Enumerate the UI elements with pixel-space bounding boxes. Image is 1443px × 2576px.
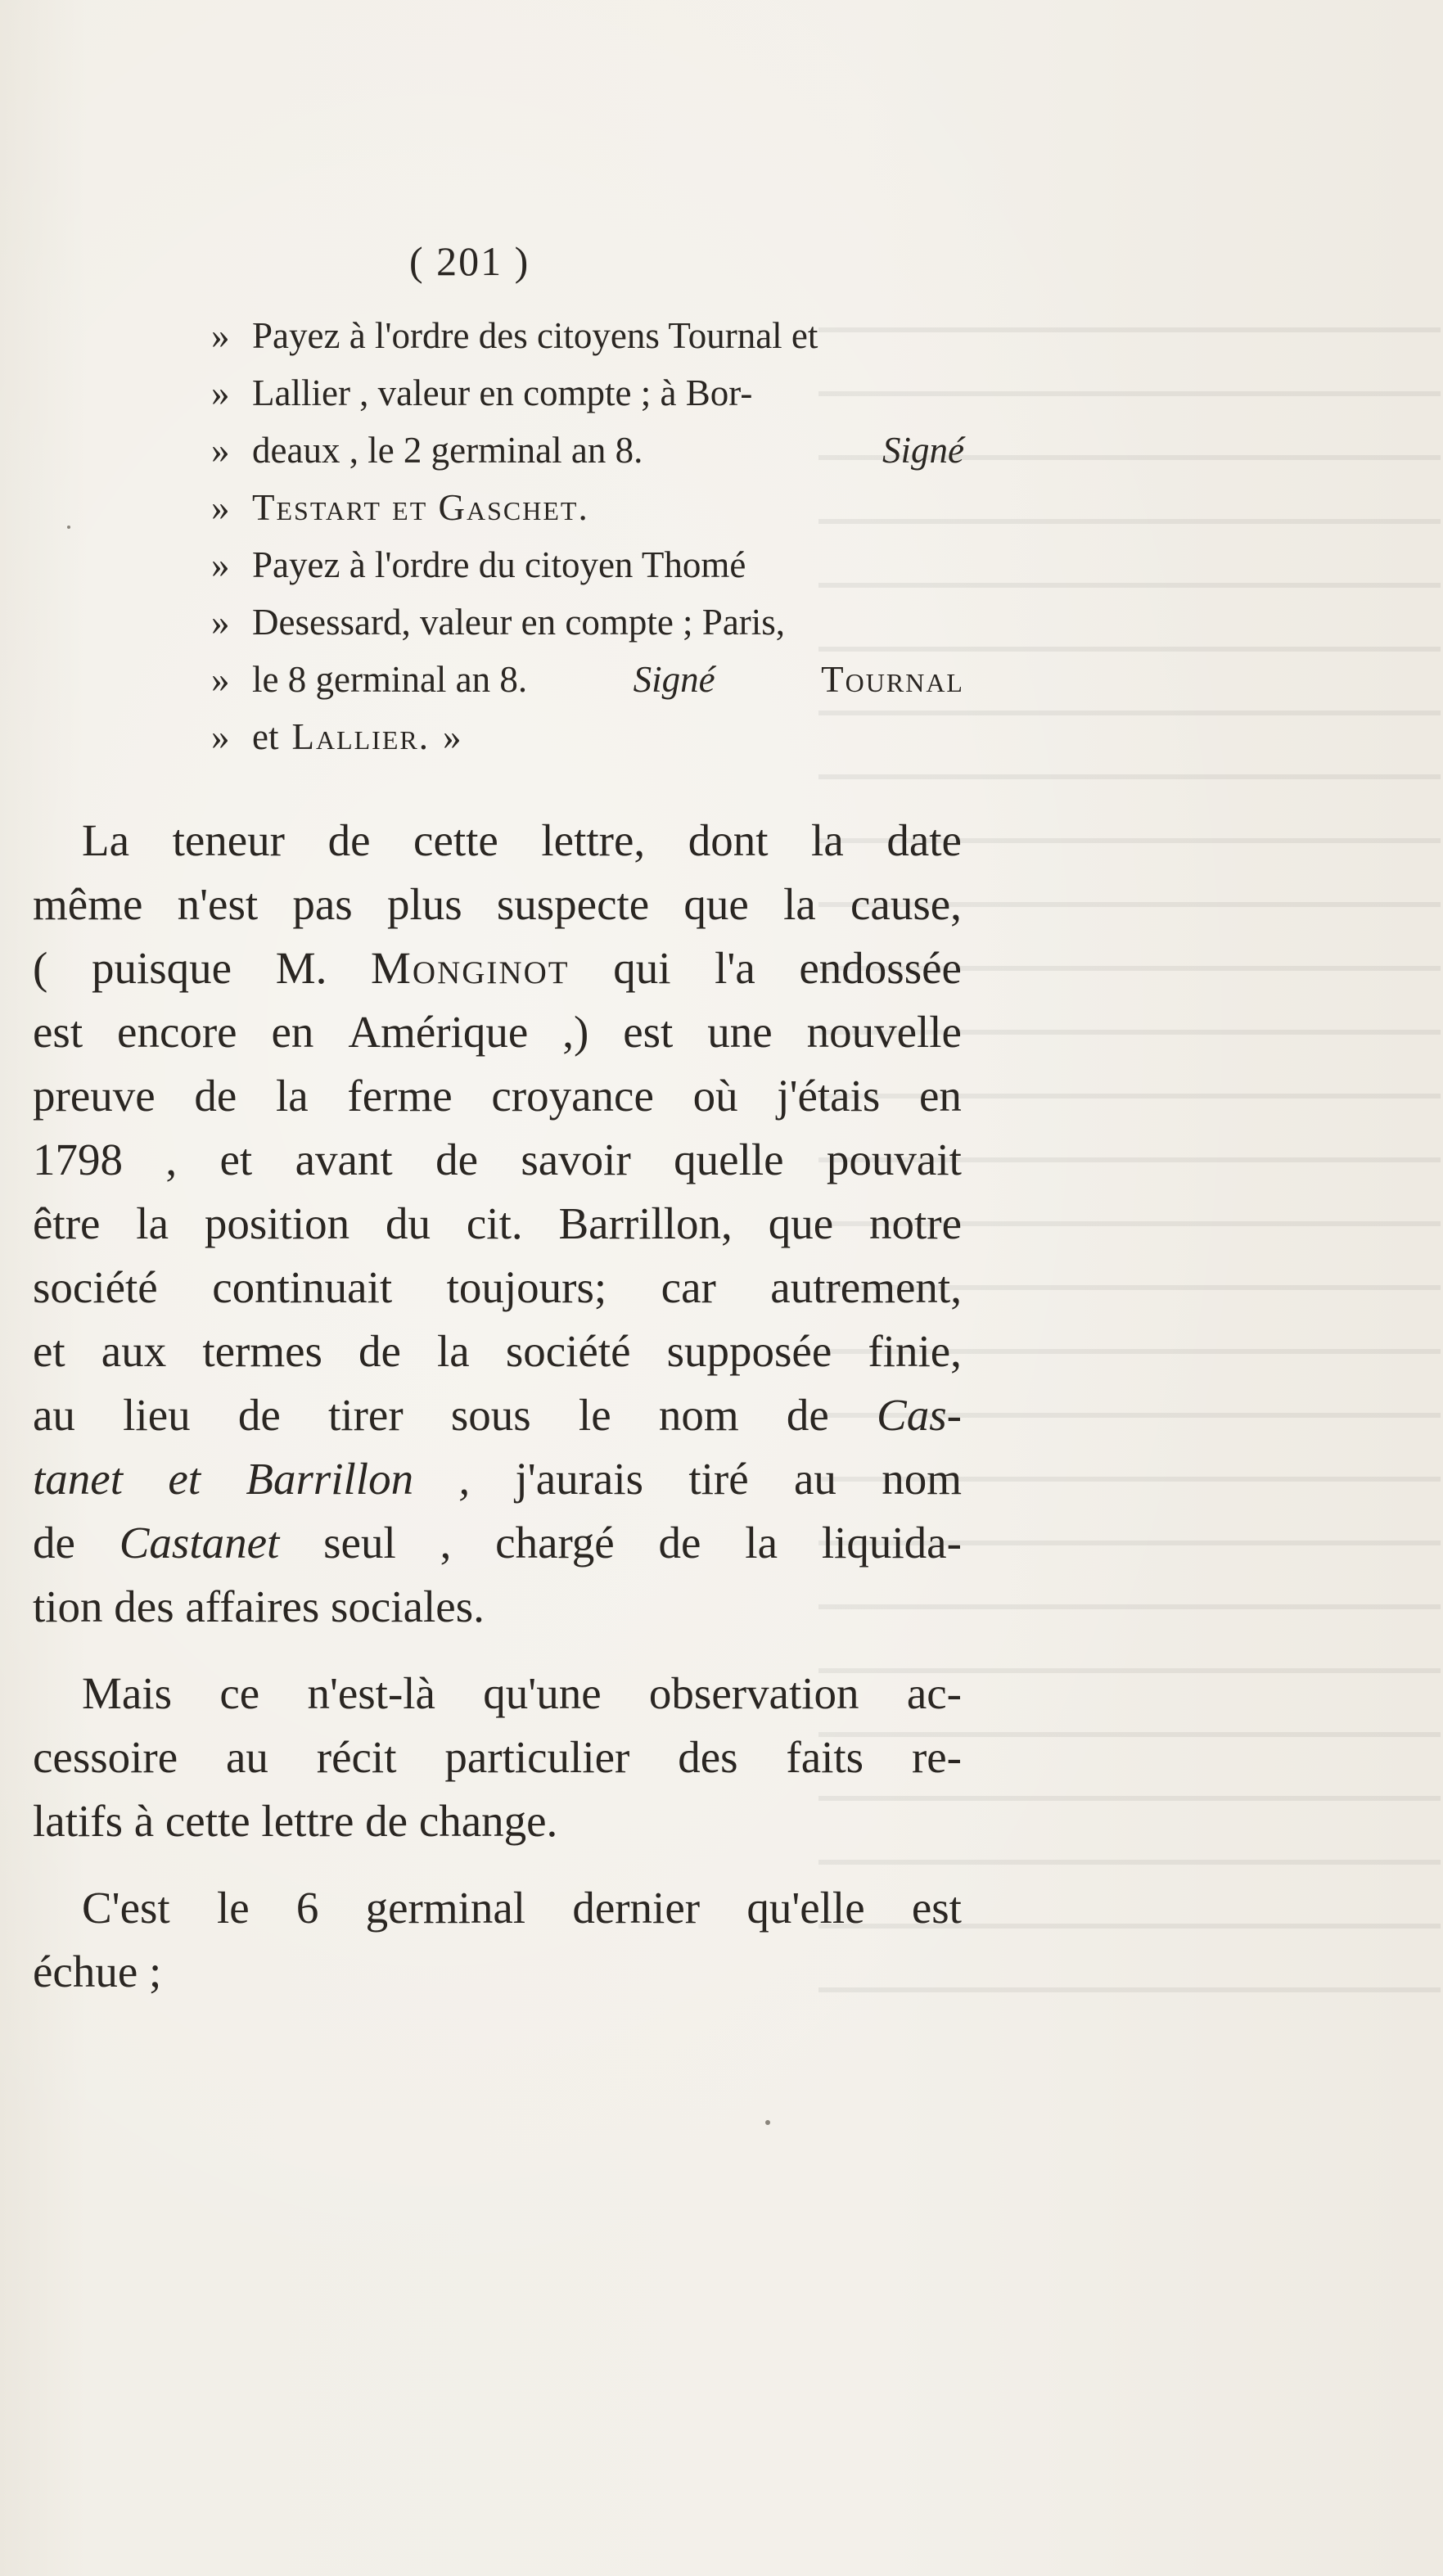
text-line (33, 1511, 962, 1575)
quote-line (211, 593, 964, 651)
word: récit (316, 1732, 397, 1782)
quote-mark: » (211, 430, 230, 471)
word: particulier (444, 1732, 630, 1782)
word: la (136, 1198, 169, 1248)
word: re- (911, 1732, 962, 1782)
word: nouvelle (806, 1007, 962, 1057)
quote-line (211, 708, 964, 765)
word: tirer (328, 1390, 404, 1440)
word: cit. (466, 1198, 523, 1248)
text-line (33, 1789, 962, 1853)
quote-text (252, 479, 964, 536)
paragraph (33, 1662, 962, 1853)
word: ,) (562, 1007, 589, 1057)
word: teneur (172, 815, 285, 865)
word: de (786, 1390, 829, 1440)
word: le (578, 1390, 611, 1440)
word: car (661, 1262, 716, 1312)
word: qui (613, 943, 671, 993)
quote-text (252, 364, 964, 422)
word: qu'une (483, 1668, 602, 1718)
quote-text (252, 708, 964, 765)
quote-line (211, 364, 964, 422)
word: est (623, 1007, 674, 1057)
word: seul (323, 1518, 396, 1568)
word: l'a (715, 943, 755, 993)
quote-line (211, 422, 964, 479)
line-text: échue ; (33, 1947, 162, 1996)
word: preuve (33, 1071, 156, 1121)
quote-mark: » (211, 602, 230, 643)
word: faits (786, 1732, 864, 1782)
quoted-endorsements (211, 307, 964, 765)
word: cause, (850, 879, 962, 929)
quote-line (211, 651, 964, 708)
word: société (33, 1262, 158, 1312)
text-line (33, 1383, 962, 1447)
word: ac- (906, 1668, 962, 1718)
word: encore (117, 1007, 237, 1057)
text-line (33, 1256, 962, 1320)
signatory-name: Tournal (821, 659, 964, 700)
quote-words: Testart et Gaschet. (252, 487, 589, 528)
word: de (33, 1518, 75, 1568)
word: de (194, 1071, 237, 1121)
word: est (911, 1883, 962, 1933)
word: suspecte (496, 879, 650, 929)
quote-line (211, 536, 964, 593)
word: de (358, 1326, 401, 1376)
word: tanet (33, 1454, 123, 1504)
text-line (33, 936, 962, 1000)
quote-line (211, 307, 964, 364)
word: que (768, 1198, 834, 1248)
word: Mais (82, 1668, 172, 1718)
word: j'aurais (515, 1454, 644, 1504)
word: cette (413, 815, 498, 865)
word: , (165, 1135, 178, 1184)
word: le (216, 1883, 250, 1933)
text-line (33, 1320, 962, 1383)
word: qu'elle (746, 1883, 865, 1933)
body-text (33, 809, 962, 2004)
word: que (683, 879, 749, 929)
word: pas (292, 879, 353, 929)
word: même (33, 879, 143, 929)
word: de (327, 815, 371, 865)
word: avant (295, 1135, 393, 1184)
word: ce (219, 1668, 260, 1718)
paper-speck (765, 2120, 770, 2125)
word: liquida- (821, 1518, 962, 1568)
word: termes (202, 1326, 322, 1376)
line-text: latifs à cette lettre de change. (33, 1796, 558, 1846)
word: La (82, 815, 130, 865)
quote-words: Payez à l'ordre des citoyens Tournal et (252, 315, 818, 356)
paper-speck (67, 526, 70, 529)
word: Amérique (348, 1007, 529, 1057)
word: nom (882, 1454, 962, 1504)
word: M. (275, 943, 327, 993)
text-line (33, 1192, 962, 1256)
word: aux (101, 1326, 167, 1376)
quote-mark: » (211, 716, 230, 757)
word: la (783, 879, 816, 929)
word: du (386, 1198, 431, 1248)
text-line (33, 1064, 962, 1128)
word: lettre, (541, 815, 646, 865)
quote-words: deaux , le 2 germinal an 8. (252, 430, 643, 471)
word: ( (33, 943, 48, 993)
word: société (505, 1326, 631, 1376)
word: croyance (491, 1071, 654, 1121)
word: germinal (365, 1883, 526, 1933)
quote-mark: » (211, 659, 230, 700)
quote-text (252, 593, 964, 651)
quote-words: et (252, 716, 279, 757)
word: des (678, 1732, 738, 1782)
word: où (692, 1071, 738, 1121)
word: au (33, 1390, 75, 1440)
word: de (237, 1390, 281, 1440)
word: C'est (82, 1883, 170, 1933)
word: , (458, 1454, 471, 1504)
word: est (33, 1007, 83, 1057)
word: pouvait (826, 1135, 962, 1184)
word: sous (450, 1390, 531, 1440)
quote-mark: » (211, 372, 230, 413)
word: la (811, 815, 844, 865)
word: chargé (495, 1518, 615, 1568)
word: dernier (572, 1883, 701, 1933)
word: Castanet (119, 1518, 280, 1568)
word: Barrillon (246, 1454, 414, 1504)
word: au (226, 1732, 268, 1782)
word: autrement, (770, 1262, 962, 1312)
word: nom (658, 1390, 739, 1440)
word: Cas- (877, 1390, 962, 1440)
word: la (745, 1518, 778, 1568)
word: et (33, 1326, 65, 1376)
word: de (658, 1518, 701, 1568)
word: être (33, 1198, 101, 1248)
quote-text (252, 422, 964, 479)
word: supposée (666, 1326, 832, 1376)
quote-text (252, 307, 964, 364)
word: en (271, 1007, 314, 1057)
quote-words: Payez à l'ordre du citoyen Thomé (252, 544, 746, 585)
word: tiré (688, 1454, 749, 1504)
text-line (33, 1447, 962, 1511)
word: la (276, 1071, 309, 1121)
word: en (919, 1071, 962, 1121)
word: Monginot (371, 943, 570, 993)
word: la (437, 1326, 470, 1376)
word: lieu (123, 1390, 191, 1440)
quote-mark: » (211, 487, 230, 528)
word: plus (386, 879, 462, 929)
word: , (440, 1518, 452, 1568)
quote-close: » (442, 716, 462, 757)
signatory-name: Lallier. (291, 716, 430, 757)
word: une (707, 1007, 773, 1057)
text-line (33, 1726, 962, 1789)
text-line (33, 1575, 962, 1639)
word: finie, (868, 1326, 962, 1376)
quote-text (252, 536, 964, 593)
quote-line (211, 479, 964, 536)
text-line (33, 809, 962, 873)
page-number: ( 201 ) (409, 238, 530, 284)
signature-label: Signé (633, 659, 715, 700)
text-line (33, 1000, 962, 1064)
quote-words: le 8 germinal an 8. (252, 659, 528, 700)
word: endossée (799, 943, 962, 993)
word: date (886, 815, 962, 865)
word: et (219, 1135, 253, 1184)
paragraph (33, 1876, 962, 2004)
word: et (168, 1454, 201, 1504)
text-line (33, 1662, 962, 1726)
word: j'étais (777, 1071, 881, 1121)
quote-words: Desessard, valeur en compte ; Paris, (252, 602, 786, 643)
word: toujours; (446, 1262, 607, 1312)
text-line (33, 873, 962, 936)
word: de (435, 1135, 478, 1184)
word: n'est-là (307, 1668, 435, 1718)
paragraph (33, 809, 962, 1639)
word: position (204, 1198, 350, 1248)
line-text: tion des affaires sociales. (33, 1581, 485, 1631)
quote-mark: » (211, 544, 230, 585)
word: dont (688, 815, 769, 865)
text-line (33, 1876, 962, 1940)
word: au (793, 1454, 836, 1504)
word: continuait (212, 1262, 393, 1312)
quote-text (252, 651, 964, 708)
word: quelle (674, 1135, 784, 1184)
word: 1798 (33, 1135, 123, 1184)
word: cessoire (33, 1732, 178, 1782)
word: Barrillon, (558, 1198, 733, 1248)
quote-mark: » (211, 315, 230, 356)
text-line (33, 1128, 962, 1192)
word: ferme (347, 1071, 453, 1121)
word: 6 (295, 1883, 319, 1933)
signature-label: Signé (882, 430, 964, 471)
text-line (33, 1940, 962, 2004)
word: notre (868, 1198, 962, 1248)
word: n'est (177, 879, 259, 929)
word: puisque (91, 943, 232, 993)
word: savoir (521, 1135, 631, 1184)
word: observation (648, 1668, 859, 1718)
quote-words: Lallier , valeur en compte ; à Bor- (252, 372, 753, 413)
